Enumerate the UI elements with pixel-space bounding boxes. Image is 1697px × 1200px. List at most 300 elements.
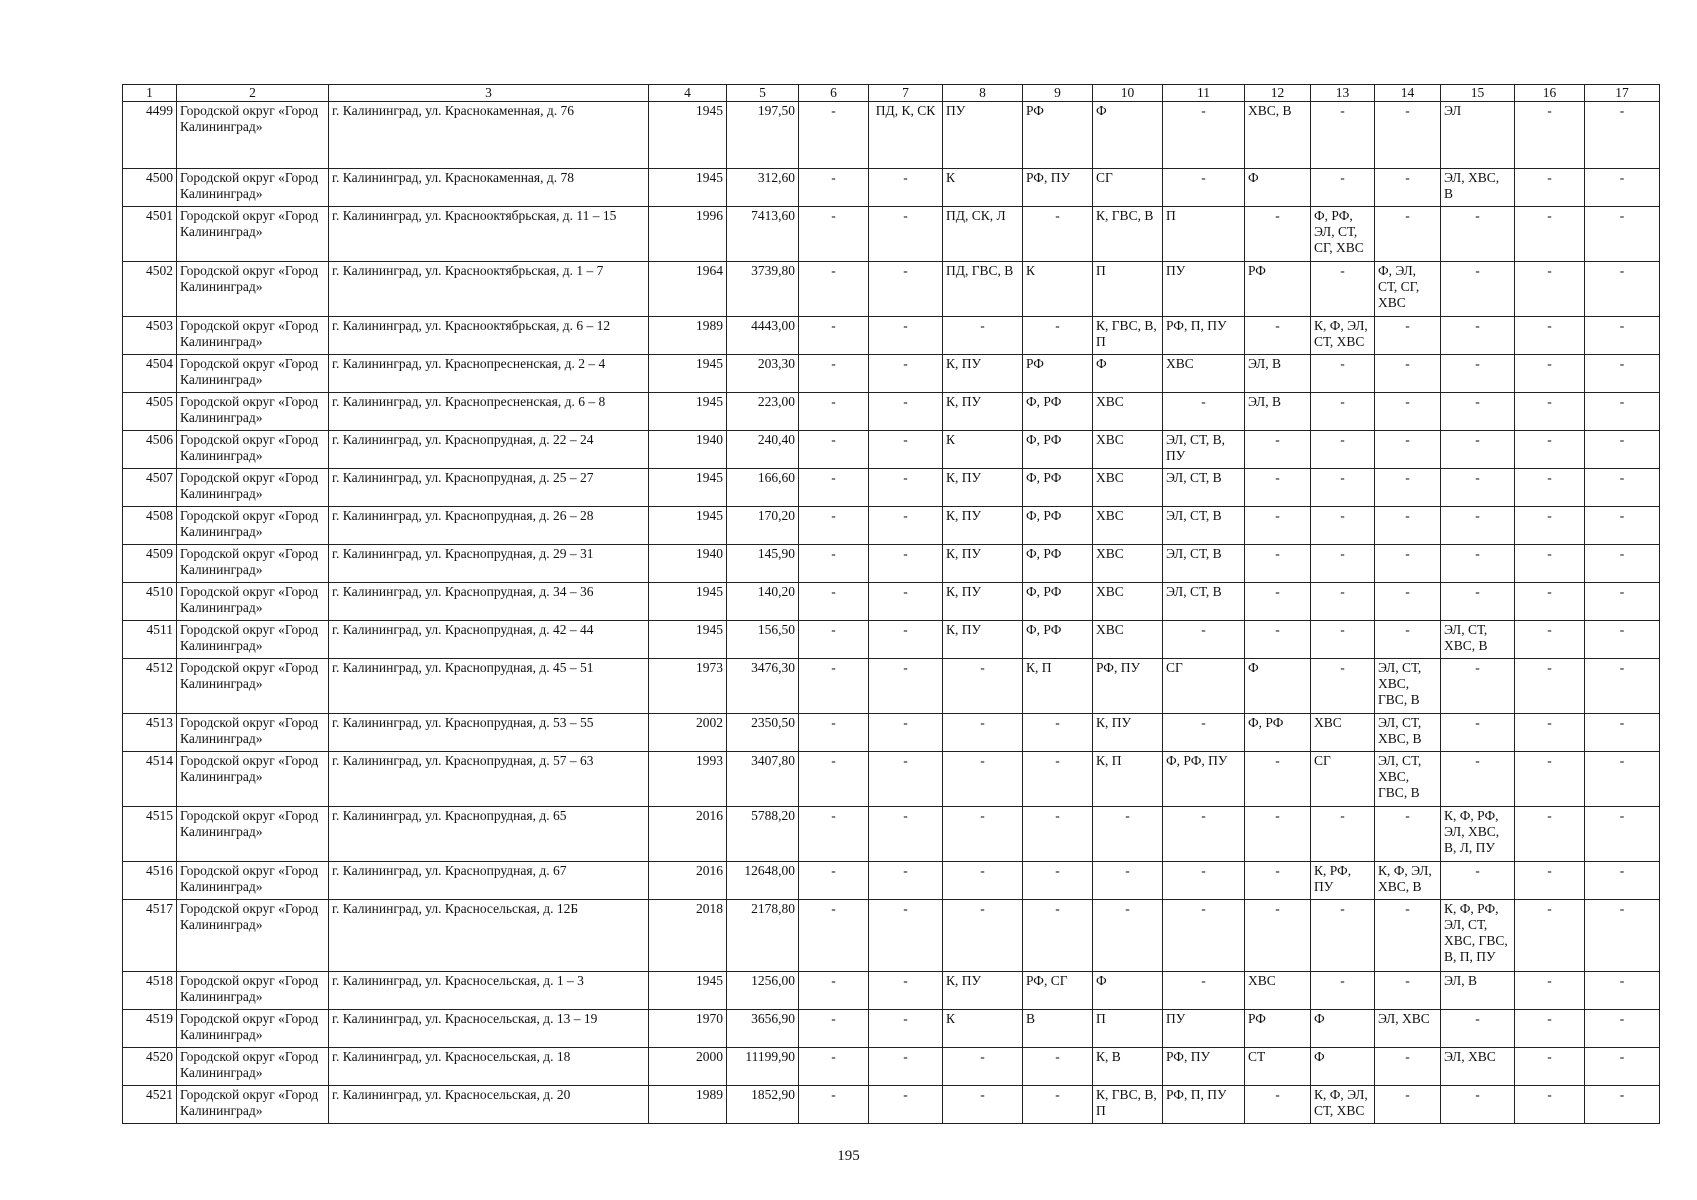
- table-cell: -: [1585, 507, 1660, 545]
- table-cell: -: [1515, 102, 1585, 169]
- table-cell: -: [869, 431, 943, 469]
- table-cell: -: [799, 355, 869, 393]
- table-cell: 1970: [649, 1010, 727, 1048]
- table-cell: -: [1311, 431, 1375, 469]
- table-cell: 1945: [649, 355, 727, 393]
- table-cell: -: [1585, 169, 1660, 207]
- table-cell: -: [1585, 1010, 1660, 1048]
- table-row: [123, 862, 1660, 900]
- table-cell: -: [1311, 393, 1375, 431]
- table-cell: 2016: [649, 862, 727, 900]
- table-cell: Ф: [1311, 1010, 1375, 1048]
- table-cell: К, ПУ: [943, 545, 1023, 583]
- table-cell: 11199,90: [727, 1048, 799, 1086]
- table-cell: -: [1375, 102, 1441, 169]
- table-cell: Ф, РФ: [1023, 431, 1093, 469]
- table-cell: -: [799, 431, 869, 469]
- table-cell: -: [869, 169, 943, 207]
- table-cell: 2000: [649, 1048, 727, 1086]
- table-cell: К, ПУ: [1093, 714, 1163, 752]
- table-cell: Ф: [1093, 972, 1163, 1010]
- column-header: 8: [943, 85, 1023, 102]
- table-cell: -: [1245, 900, 1311, 972]
- column-header: 4: [649, 85, 727, 102]
- table-cell: ХВС: [1311, 714, 1375, 752]
- table-cell: ХВС: [1093, 621, 1163, 659]
- table-cell: ХВС: [1093, 507, 1163, 545]
- table-cell: -: [1585, 393, 1660, 431]
- table-cell: -: [869, 545, 943, 583]
- table-cell: -: [1375, 317, 1441, 355]
- table-cell: -: [1585, 862, 1660, 900]
- table-cell: -: [1023, 807, 1093, 862]
- table-cell: -: [1163, 900, 1245, 972]
- table-cell: -: [1515, 207, 1585, 262]
- table-cell: 1945: [649, 621, 727, 659]
- table-cell: -: [1245, 507, 1311, 545]
- table-cell: 4520: [123, 1048, 177, 1086]
- table-cell: Городской округ «Город Калининград»: [177, 507, 329, 545]
- table-cell: К: [943, 431, 1023, 469]
- column-header: 17: [1585, 85, 1660, 102]
- table-row: [123, 807, 1660, 862]
- table-cell: -: [1585, 714, 1660, 752]
- table-cell: -: [799, 621, 869, 659]
- table-cell: Городской округ «Город Калининград»: [177, 1048, 329, 1086]
- column-header: 7: [869, 85, 943, 102]
- table-cell: К, Ф, РФ, ЭЛ, ХВС, В, Л, ПУ: [1441, 807, 1515, 862]
- table-cell: 197,50: [727, 102, 799, 169]
- table-cell: ЭЛ, СТ, ХВС, ГВС, В: [1375, 659, 1441, 714]
- table-cell: 4511: [123, 621, 177, 659]
- table-cell: -: [869, 1048, 943, 1086]
- table-cell: г. Калининград, ул. Краснопрудная, д. 34 – 36: [329, 583, 649, 621]
- table-row: [123, 102, 1660, 169]
- table-cell: -: [943, 1048, 1023, 1086]
- table-cell: СГ: [1163, 659, 1245, 714]
- table-cell: К, ПУ: [943, 393, 1023, 431]
- table-cell: 4443,00: [727, 317, 799, 355]
- table-row: [123, 507, 1660, 545]
- table-cell: -: [1245, 431, 1311, 469]
- table-cell: ХВС: [1245, 972, 1311, 1010]
- table-cell: Городской округ «Город Калининград»: [177, 900, 329, 972]
- table-cell: 1940: [649, 545, 727, 583]
- table-cell: -: [1585, 659, 1660, 714]
- table-cell: -: [1023, 900, 1093, 972]
- table-cell: РФ: [1023, 102, 1093, 169]
- table-cell: -: [1585, 102, 1660, 169]
- table-cell: г. Калининград, ул. Краснопрудная, д. 57 – 63: [329, 752, 649, 807]
- table-row: [123, 355, 1660, 393]
- table-row: [123, 207, 1660, 262]
- table-cell: К, ПУ: [943, 972, 1023, 1010]
- table-cell: -: [869, 1010, 943, 1048]
- table-cell: -: [1375, 1048, 1441, 1086]
- table-cell: -: [1515, 1048, 1585, 1086]
- table-cell: 1996: [649, 207, 727, 262]
- column-header: 9: [1023, 85, 1093, 102]
- table-cell: ЭЛ, ХВС: [1441, 1048, 1515, 1086]
- table-cell: -: [799, 583, 869, 621]
- table-cell: Городской округ «Город Калининград»: [177, 752, 329, 807]
- table-cell: -: [1441, 545, 1515, 583]
- table-cell: -: [1441, 507, 1515, 545]
- table-cell: 4512: [123, 659, 177, 714]
- table-cell: РФ: [1023, 355, 1093, 393]
- table-cell: -: [799, 862, 869, 900]
- column-header: 3: [329, 85, 649, 102]
- table-cell: 4513: [123, 714, 177, 752]
- table-cell: -: [1515, 262, 1585, 317]
- table-cell: -: [1311, 583, 1375, 621]
- table-cell: г. Калининград, ул. Краснопрудная, д. 53 – 55: [329, 714, 649, 752]
- table-cell: -: [943, 1086, 1023, 1124]
- table-cell: ХВС: [1093, 431, 1163, 469]
- table-cell: -: [799, 169, 869, 207]
- table-cell: -: [799, 900, 869, 972]
- table-cell: -: [943, 752, 1023, 807]
- table-cell: Городской округ «Город Калининград»: [177, 262, 329, 317]
- table-cell: -: [799, 752, 869, 807]
- register-table: [122, 84, 1660, 1124]
- table-cell: -: [869, 583, 943, 621]
- table-cell: -: [869, 659, 943, 714]
- table-cell: Городской округ «Город Калининград»: [177, 659, 329, 714]
- table-cell: -: [1375, 545, 1441, 583]
- table-cell: -: [1245, 752, 1311, 807]
- table-row: [123, 659, 1660, 714]
- table-cell: -: [943, 714, 1023, 752]
- table-cell: 145,90: [727, 545, 799, 583]
- table-cell: г. Калининград, ул. Краснооктябрьская, д. 1 – 7: [329, 262, 649, 317]
- table-cell: -: [799, 262, 869, 317]
- table-cell: -: [1163, 807, 1245, 862]
- table-cell: Ф, РФ: [1245, 714, 1311, 752]
- table-row: [123, 1048, 1660, 1086]
- table-cell: Городской округ «Город Калининград»: [177, 1010, 329, 1048]
- table-cell: -: [1441, 355, 1515, 393]
- table-row: [123, 169, 1660, 207]
- table-row: [123, 621, 1660, 659]
- table-cell: К, П: [1093, 752, 1163, 807]
- table-cell: -: [943, 900, 1023, 972]
- table-cell: -: [1023, 207, 1093, 262]
- table-cell: Городской округ «Город Калининград»: [177, 207, 329, 262]
- table-cell: ЭЛ, В: [1441, 972, 1515, 1010]
- table-cell: ПД, К, СК: [869, 102, 943, 169]
- table-cell: -: [1311, 169, 1375, 207]
- table-cell: К: [1023, 262, 1093, 317]
- table-cell: Ф, ЭЛ, СТ, СГ, ХВС: [1375, 262, 1441, 317]
- table-cell: -: [1515, 862, 1585, 900]
- table-cell: 4502: [123, 262, 177, 317]
- table-cell: -: [1585, 900, 1660, 972]
- table-cell: -: [1163, 169, 1245, 207]
- table-cell: Городской округ «Город Калининград»: [177, 469, 329, 507]
- table-cell: -: [1515, 169, 1585, 207]
- column-header: 13: [1311, 85, 1375, 102]
- table-cell: -: [1245, 621, 1311, 659]
- table-cell: 1852,90: [727, 1086, 799, 1124]
- table-cell: ЭЛ, В: [1245, 393, 1311, 431]
- table-cell: К, В: [1093, 1048, 1163, 1086]
- table-cell: РФ, ПУ: [1023, 169, 1093, 207]
- table-cell: -: [1441, 1086, 1515, 1124]
- table-cell: -: [1375, 900, 1441, 972]
- table-cell: ХВС, В: [1245, 102, 1311, 169]
- table-cell: -: [1515, 317, 1585, 355]
- table-cell: Ф: [1093, 102, 1163, 169]
- table-cell: 7413,60: [727, 207, 799, 262]
- table-cell: 4514: [123, 752, 177, 807]
- table-cell: -: [1245, 862, 1311, 900]
- table-cell: -: [1163, 393, 1245, 431]
- table-cell: -: [1023, 752, 1093, 807]
- table-cell: -: [1585, 207, 1660, 262]
- table-cell: -: [1515, 807, 1585, 862]
- column-header: 16: [1515, 85, 1585, 102]
- table-cell: г. Калининград, ул. Красносельская, д. 13 – 19: [329, 1010, 649, 1048]
- table-cell: П: [1163, 207, 1245, 262]
- table-cell: 1945: [649, 102, 727, 169]
- table-cell: Ф, РФ: [1023, 393, 1093, 431]
- table-cell: -: [869, 621, 943, 659]
- table-cell: -: [1163, 972, 1245, 1010]
- table-cell: -: [1245, 1086, 1311, 1124]
- table-cell: 5788,20: [727, 807, 799, 862]
- table-cell: -: [1311, 900, 1375, 972]
- table-cell: -: [1515, 545, 1585, 583]
- table-cell: -: [1515, 507, 1585, 545]
- table-cell: Городской округ «Город Калининград»: [177, 714, 329, 752]
- table-cell: -: [1441, 752, 1515, 807]
- table-cell: ПУ: [1163, 1010, 1245, 1048]
- table-cell: г. Калининград, ул. Красносельская, д. 12Б: [329, 900, 649, 972]
- table-cell: Городской округ «Город Калининград»: [177, 583, 329, 621]
- table-cell: Ф: [1311, 1048, 1375, 1086]
- table-cell: Ф, РФ: [1023, 469, 1093, 507]
- table-cell: -: [799, 317, 869, 355]
- table-row: [123, 583, 1660, 621]
- table-cell: 3407,80: [727, 752, 799, 807]
- table-cell: -: [799, 102, 869, 169]
- table-cell: П: [1093, 1010, 1163, 1048]
- table-cell: 4510: [123, 583, 177, 621]
- table-cell: -: [1375, 807, 1441, 862]
- table-cell: г. Калининград, ул. Краснокаменная, д. 76: [329, 102, 649, 169]
- table-cell: К, Ф, ЭЛ, ХВС, В: [1375, 862, 1441, 900]
- table-cell: -: [943, 862, 1023, 900]
- table-cell: 4508: [123, 507, 177, 545]
- table-cell: 2016: [649, 807, 727, 862]
- table-cell: -: [799, 545, 869, 583]
- table-cell: г. Калининград, ул. Краснокаменная, д. 78: [329, 169, 649, 207]
- table-cell: 203,30: [727, 355, 799, 393]
- table-cell: 2018: [649, 900, 727, 972]
- table-row: [123, 469, 1660, 507]
- table-cell: -: [1585, 545, 1660, 583]
- table-cell: -: [869, 714, 943, 752]
- table-cell: ПД, ГВС, В: [943, 262, 1023, 317]
- table-cell: Ф: [1245, 169, 1311, 207]
- table-cell: ХВС: [1093, 469, 1163, 507]
- table-cell: Городской округ «Город Калининград»: [177, 393, 329, 431]
- table-cell: -: [1585, 972, 1660, 1010]
- table-cell: -: [1023, 317, 1093, 355]
- table-cell: Городской округ «Город Калининград»: [177, 431, 329, 469]
- table-cell: -: [799, 1048, 869, 1086]
- table-cell: -: [1023, 714, 1093, 752]
- table-cell: -: [1311, 355, 1375, 393]
- table-cell: 1964: [649, 262, 727, 317]
- table-cell: 312,60: [727, 169, 799, 207]
- table-cell: 3739,80: [727, 262, 799, 317]
- table-cell: 4506: [123, 431, 177, 469]
- table-cell: 4499: [123, 102, 177, 169]
- table-cell: 1256,00: [727, 972, 799, 1010]
- table-cell: -: [1375, 583, 1441, 621]
- page-number: 195: [837, 1148, 860, 1164]
- table-cell: ЭЛ, СТ, В: [1163, 545, 1245, 583]
- table-cell: РФ, СГ: [1023, 972, 1093, 1010]
- table-cell: К, ГВС, В, П: [1093, 1086, 1163, 1124]
- table-cell: -: [1441, 431, 1515, 469]
- table-cell: 1989: [649, 317, 727, 355]
- table-cell: -: [1311, 545, 1375, 583]
- table-cell: ЭЛ, ХВС: [1375, 1010, 1441, 1048]
- table-cell: -: [869, 207, 943, 262]
- table-cell: -: [1441, 393, 1515, 431]
- table-cell: г. Калининград, ул. Краснооктябрьская, д. 11 – 15: [329, 207, 649, 262]
- table-cell: 140,20: [727, 583, 799, 621]
- table-row: [123, 393, 1660, 431]
- column-header: 14: [1375, 85, 1441, 102]
- table-cell: -: [1441, 714, 1515, 752]
- table-cell: 4515: [123, 807, 177, 862]
- table-cell: -: [869, 862, 943, 900]
- table-cell: г. Калининград, ул. Красносельская, д. 1 – 3: [329, 972, 649, 1010]
- table-cell: -: [799, 1010, 869, 1048]
- table-cell: -: [1245, 317, 1311, 355]
- table-cell: -: [1375, 431, 1441, 469]
- table-cell: -: [869, 1086, 943, 1124]
- table-header: [123, 85, 1660, 102]
- table-cell: Городской округ «Город Калининград»: [177, 972, 329, 1010]
- table-cell: г. Калининград, ул. Краснопрудная, д. 45 – 51: [329, 659, 649, 714]
- table-cell: К: [943, 169, 1023, 207]
- table-cell: -: [943, 317, 1023, 355]
- table-cell: -: [1441, 262, 1515, 317]
- table-cell: -: [1441, 317, 1515, 355]
- table-cell: -: [1585, 621, 1660, 659]
- table-cell: ЭЛ, СТ, ХВС, В: [1441, 621, 1515, 659]
- table-cell: -: [799, 659, 869, 714]
- table-cell: -: [1311, 102, 1375, 169]
- table-cell: ХВС: [1163, 355, 1245, 393]
- table-cell: 4504: [123, 355, 177, 393]
- table-cell: -: [1515, 355, 1585, 393]
- table-cell: РФ, ПУ: [1163, 1048, 1245, 1086]
- column-header: 15: [1441, 85, 1515, 102]
- table-cell: ЭЛ, СТ, ХВС, ГВС, В: [1375, 752, 1441, 807]
- table-cell: РФ, П, ПУ: [1163, 317, 1245, 355]
- table-cell: -: [799, 207, 869, 262]
- table-cell: -: [943, 659, 1023, 714]
- table-cell: 170,20: [727, 507, 799, 545]
- table-cell: К: [943, 1010, 1023, 1048]
- table-cell: 4509: [123, 545, 177, 583]
- table-cell: -: [1375, 169, 1441, 207]
- table-cell: -: [869, 972, 943, 1010]
- table-cell: Ф, РФ: [1023, 545, 1093, 583]
- table-cell: -: [1245, 545, 1311, 583]
- table-cell: -: [1245, 207, 1311, 262]
- table-cell: 1945: [649, 507, 727, 545]
- table-cell: 1945: [649, 393, 727, 431]
- table-cell: -: [799, 714, 869, 752]
- table-cell: ПУ: [1163, 262, 1245, 317]
- table-cell: СТ: [1245, 1048, 1311, 1086]
- table-row: [123, 262, 1660, 317]
- table-cell: РФ, П, ПУ: [1163, 1086, 1245, 1124]
- table-row: [123, 1086, 1660, 1124]
- table-cell: К, П: [1023, 659, 1093, 714]
- table-cell: ЭЛ, ХВС, В: [1441, 169, 1515, 207]
- table-cell: -: [1093, 807, 1163, 862]
- table-cell: г. Калининград, ул. Краснопресненская, д. 6 – 8: [329, 393, 649, 431]
- table-cell: 223,00: [727, 393, 799, 431]
- table-row: [123, 714, 1660, 752]
- table-cell: Городской округ «Город Калининград»: [177, 1086, 329, 1124]
- table-cell: 2178,80: [727, 900, 799, 972]
- table-cell: 4516: [123, 862, 177, 900]
- table-cell: -: [1375, 972, 1441, 1010]
- table-cell: -: [1515, 393, 1585, 431]
- table-cell: Ф, РФ, ПУ: [1163, 752, 1245, 807]
- table-cell: -: [1375, 355, 1441, 393]
- table-cell: -: [1515, 714, 1585, 752]
- table-cell: г. Калининград, ул. Краснопрудная, д. 65: [329, 807, 649, 862]
- table-cell: 1973: [649, 659, 727, 714]
- table-cell: г. Калининград, ул. Краснопрудная, д. 25 – 27: [329, 469, 649, 507]
- table-cell: -: [1245, 583, 1311, 621]
- column-header: 10: [1093, 85, 1163, 102]
- table-cell: 1993: [649, 752, 727, 807]
- table-cell: -: [1585, 431, 1660, 469]
- table-cell: -: [869, 507, 943, 545]
- table-cell: -: [1441, 207, 1515, 262]
- table-cell: -: [1585, 1086, 1660, 1124]
- table-cell: Городской округ «Город Калининград»: [177, 621, 329, 659]
- table-cell: -: [869, 393, 943, 431]
- table-cell: -: [1375, 393, 1441, 431]
- table-cell: Городской округ «Город Калининград»: [177, 807, 329, 862]
- table-cell: -: [1311, 807, 1375, 862]
- column-header: 12: [1245, 85, 1311, 102]
- table-cell: -: [799, 807, 869, 862]
- table-cell: ПД, СК, Л: [943, 207, 1023, 262]
- table-cell: 3656,90: [727, 1010, 799, 1048]
- table-cell: г. Калининград, ул. Краснопрудная, д. 22 – 24: [329, 431, 649, 469]
- table-cell: -: [1311, 972, 1375, 1010]
- table-cell: -: [1441, 659, 1515, 714]
- table-cell: -: [1585, 807, 1660, 862]
- table-cell: -: [1515, 1010, 1585, 1048]
- table-cell: 1940: [649, 431, 727, 469]
- table-cell: -: [1375, 507, 1441, 545]
- table-cell: -: [1585, 262, 1660, 317]
